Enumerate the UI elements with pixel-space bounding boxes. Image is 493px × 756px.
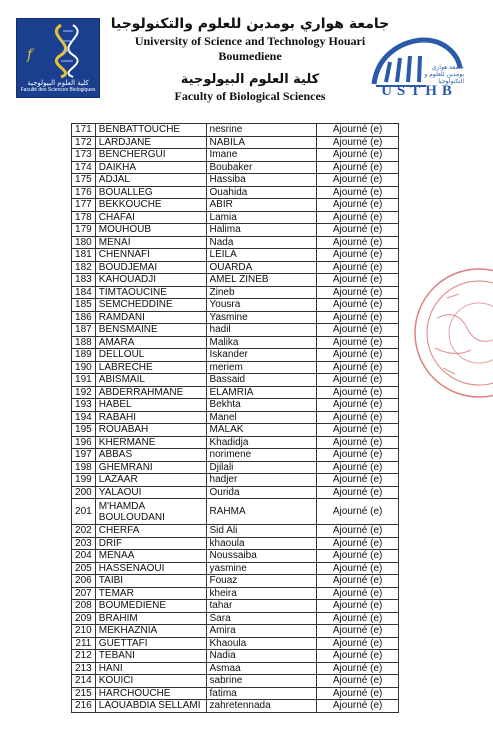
result-status: Ajourné (e) — [317, 324, 399, 337]
row-number: 215 — [72, 687, 96, 700]
result-status: Ajourné (e) — [317, 662, 399, 675]
row-number: 189 — [72, 349, 96, 362]
result-status: Ajourné (e) — [317, 687, 399, 700]
first-name: hadil — [206, 324, 317, 337]
last-name: KAHOUADJI — [95, 274, 206, 287]
row-number: 201 — [72, 499, 96, 525]
last-name: BOUALLEG — [95, 186, 206, 199]
row-number: 199 — [72, 474, 96, 487]
result-status: Ajourné (e) — [317, 149, 399, 162]
first-name: khaoula — [206, 537, 317, 550]
table-row — [72, 562, 399, 575]
first-name: Lamia — [206, 211, 317, 224]
row-number: 185 — [72, 299, 96, 312]
result-status: Ajourné (e) — [317, 274, 399, 287]
row-number: 209 — [72, 612, 96, 625]
result-status: Ajourné (e) — [317, 411, 399, 424]
result-status: Ajourné (e) — [317, 386, 399, 399]
row-number: 207 — [72, 587, 96, 600]
results-table-body — [72, 124, 399, 713]
first-name: sabrine — [206, 675, 317, 688]
result-status: Ajourné (e) — [317, 361, 399, 374]
table-row — [72, 274, 399, 287]
last-name: LAZAAR — [95, 474, 206, 487]
left-logo-arabic: كلية العلوم البيولوجية — [27, 79, 89, 87]
table-row — [72, 186, 399, 199]
last-name: LARDJANE — [95, 136, 206, 149]
result-status: Ajourné (e) — [317, 349, 399, 362]
last-name: TEBANI — [95, 650, 206, 663]
result-status: Ajourné (e) — [317, 199, 399, 212]
first-name: AMEL ZINEB — [206, 274, 317, 287]
table-row — [72, 612, 399, 625]
row-number: 195 — [72, 424, 96, 437]
last-name: ABDERRAHMANE — [95, 386, 206, 399]
first-name: hadjer — [206, 474, 317, 487]
result-status: Ajourné (e) — [317, 299, 399, 312]
last-name: AMARA — [95, 336, 206, 349]
university-name: University of Science and Technology Houari — [134, 34, 366, 48]
table-row — [72, 550, 399, 563]
first-name: Hassiba — [206, 174, 317, 187]
result-status: Ajourné (e) — [317, 575, 399, 588]
left-logo-french: Faculté des Sciences Biologiques — [20, 87, 96, 93]
last-name: GHEMRANI — [95, 461, 206, 474]
result-status: Ajourné (e) — [317, 336, 399, 349]
first-name: yasmine — [206, 562, 317, 575]
table-row — [72, 161, 399, 174]
arabic-faculty-name: كلية العلوم البيولوجية — [180, 72, 320, 87]
row-number: 214 — [72, 675, 96, 688]
table-row — [72, 449, 399, 462]
first-name: LEILA — [206, 249, 317, 262]
faculty-name: Faculty of Biological Sciences — [174, 89, 326, 103]
first-name: zahretennada — [206, 700, 317, 713]
table-row — [72, 650, 399, 663]
first-name: nesrine — [206, 124, 317, 137]
result-status: Ajourné (e) — [317, 700, 399, 713]
usthb-arabic-name: جامعة هواري بومدين للعلوم و التكنولوجيا — [424, 64, 464, 85]
row-number: 184 — [72, 286, 96, 299]
table-row — [72, 436, 399, 449]
last-name: BRAHIM — [95, 612, 206, 625]
usthb-logo-text: USTHB — [381, 83, 457, 99]
table-row — [72, 211, 399, 224]
result-status: Ajourné (e) — [317, 161, 399, 174]
table-row — [72, 486, 399, 499]
table-row — [72, 136, 399, 149]
first-name: Nadia — [206, 650, 317, 663]
first-name: Asmaa — [206, 662, 317, 675]
last-name: BEKKOUCHE — [95, 199, 206, 212]
first-name: Amira — [206, 625, 317, 638]
last-name: RABAHI — [95, 411, 206, 424]
first-name: Halima — [206, 224, 317, 237]
last-name: HABEL — [95, 399, 206, 412]
row-number: 180 — [72, 236, 96, 249]
last-name: TIMTAOUCINE — [95, 286, 206, 299]
first-name: kheira — [206, 587, 317, 600]
svg-text:f: f — [27, 47, 33, 63]
table-row — [72, 625, 399, 638]
table-row — [72, 687, 399, 700]
first-name: Djilali — [206, 461, 317, 474]
result-status: Ajourné (e) — [317, 186, 399, 199]
last-name: BENSMAINE — [95, 324, 206, 337]
result-status: Ajourné (e) — [317, 399, 399, 412]
first-name: Sid Ali — [206, 525, 317, 538]
last-name: CHAFAI — [95, 211, 206, 224]
last-name: MENAI — [95, 236, 206, 249]
result-status: Ajourné (e) — [317, 525, 399, 538]
result-status: Ajourné (e) — [317, 499, 399, 525]
row-number: 203 — [72, 537, 96, 550]
first-name: fatima — [206, 687, 317, 700]
table-row — [72, 587, 399, 600]
table-row — [72, 361, 399, 374]
result-status: Ajourné (e) — [317, 436, 399, 449]
last-name: HASSENAOUI — [95, 562, 206, 575]
dna-helix-icon — [17, 19, 99, 79]
result-status: Ajourné (e) — [317, 625, 399, 638]
first-name: Fouaz — [206, 575, 317, 588]
arabic-university-name: جامعة هواري بومدين للعلوم والتكنولوجيا — [110, 16, 390, 32]
result-status: Ajourné (e) — [317, 174, 399, 187]
first-name: Sara — [206, 612, 317, 625]
first-name: Khaoula — [206, 637, 317, 650]
table-row — [72, 386, 399, 399]
first-name: Ouahida — [206, 186, 317, 199]
row-number: 205 — [72, 562, 96, 575]
table-row — [72, 675, 399, 688]
result-status: Ajourné (e) — [317, 311, 399, 324]
result-status: Ajourné (e) — [317, 424, 399, 437]
last-name: GUETTAFI — [95, 637, 206, 650]
table-row — [72, 261, 399, 274]
row-number: 204 — [72, 550, 96, 563]
row-number: 208 — [72, 600, 96, 613]
last-name: ABISMAIL — [95, 374, 206, 387]
row-number: 186 — [72, 311, 96, 324]
table-row — [72, 299, 399, 312]
first-name: tahar — [206, 600, 317, 613]
table-row — [72, 600, 399, 613]
table-row — [72, 336, 399, 349]
table-row — [72, 499, 399, 525]
last-name: LAOUABDIA SELLAMI — [95, 700, 206, 713]
first-name: ABIR — [206, 199, 317, 212]
result-status: Ajourné (e) — [317, 637, 399, 650]
official-stamp — [407, 258, 493, 408]
last-name: TEMAR — [95, 587, 206, 600]
table-row — [72, 124, 399, 137]
last-name: KOUICI — [95, 675, 206, 688]
last-name: CHENNAFI — [95, 249, 206, 262]
result-status: Ajourné (e) — [317, 587, 399, 600]
result-status: Ajourné (e) — [317, 261, 399, 274]
table-row — [72, 424, 399, 437]
row-number: 198 — [72, 461, 96, 474]
university-name-line2: Boumediene — [218, 49, 282, 63]
table-row — [72, 399, 399, 412]
row-number: 206 — [72, 575, 96, 588]
last-name: M'HAMDA BOULOUDANI — [95, 499, 206, 525]
result-status: Ajourné (e) — [317, 537, 399, 550]
row-number: 200 — [72, 486, 96, 499]
last-name: HARCHOUCHE — [95, 687, 206, 700]
table-row — [72, 374, 399, 387]
result-status: Ajourné (e) — [317, 600, 399, 613]
first-name: meriem — [206, 361, 317, 374]
table-row — [72, 575, 399, 588]
last-name: BENCHERGUI — [95, 149, 206, 162]
last-name: SEMCHEDDINE — [95, 299, 206, 312]
table-row — [72, 249, 399, 262]
result-status: Ajourné (e) — [317, 650, 399, 663]
table-row — [72, 286, 399, 299]
table-row — [72, 349, 399, 362]
first-name: norimene — [206, 449, 317, 462]
row-number: 213 — [72, 662, 96, 675]
result-status: Ajourné (e) — [317, 136, 399, 149]
result-status: Ajourné (e) — [317, 449, 399, 462]
last-name: YALAOUI — [95, 486, 206, 499]
result-status: Ajourné (e) — [317, 224, 399, 237]
first-name: NABILA — [206, 136, 317, 149]
table-row — [72, 224, 399, 237]
row-number: 190 — [72, 361, 96, 374]
last-name: DELLOUL — [95, 349, 206, 362]
result-status: Ajourné (e) — [317, 550, 399, 563]
first-name: ELAMRIA — [206, 386, 317, 399]
row-number: 174 — [72, 161, 96, 174]
row-number: 187 — [72, 324, 96, 337]
last-name: TAIBI — [95, 575, 206, 588]
last-name: ADJAL — [95, 174, 206, 187]
row-number: 172 — [72, 136, 96, 149]
first-name: Bassaid — [206, 374, 317, 387]
row-number: 212 — [72, 650, 96, 663]
row-number: 175 — [72, 174, 96, 187]
last-name: CHERFA — [95, 525, 206, 538]
first-name: Nada — [206, 236, 317, 249]
table-row — [72, 149, 399, 162]
row-number: 177 — [72, 199, 96, 212]
result-status: Ajourné (e) — [317, 236, 399, 249]
row-number: 216 — [72, 700, 96, 713]
row-number: 171 — [72, 124, 96, 137]
first-name: Noussaiba — [206, 550, 317, 563]
last-name: LABRECHE — [95, 361, 206, 374]
first-name: Imane — [206, 149, 317, 162]
result-status: Ajourné (e) — [317, 461, 399, 474]
row-number: 202 — [72, 525, 96, 538]
first-name: OUARDA — [206, 261, 317, 274]
row-number: 197 — [72, 449, 96, 462]
results-table — [71, 123, 399, 713]
faculty-logo — [16, 18, 100, 98]
last-name: ROUABAH — [95, 424, 206, 437]
last-name: BOUDJEMAI — [95, 261, 206, 274]
result-status: Ajourné (e) — [317, 612, 399, 625]
last-name: DAIKHA — [95, 161, 206, 174]
first-name: RAHMA — [206, 499, 317, 525]
first-name: Iskander — [206, 349, 317, 362]
result-status: Ajourné (e) — [317, 286, 399, 299]
row-number: 210 — [72, 625, 96, 638]
result-status: Ajourné (e) — [317, 474, 399, 487]
table-row — [72, 700, 399, 713]
row-number: 192 — [72, 386, 96, 399]
table-row — [72, 637, 399, 650]
first-name: MALAK — [206, 424, 317, 437]
last-name: MENAA — [95, 550, 206, 563]
table-row — [72, 525, 399, 538]
row-number: 196 — [72, 436, 96, 449]
result-status: Ajourné (e) — [317, 211, 399, 224]
last-name: MOUHOUB — [95, 224, 206, 237]
last-name: BENBATTOUCHE — [95, 124, 206, 137]
row-number: 211 — [72, 637, 96, 650]
table-row — [72, 324, 399, 337]
row-number: 193 — [72, 399, 96, 412]
row-number: 188 — [72, 336, 96, 349]
first-name: Yousra — [206, 299, 317, 312]
last-name: HANI — [95, 662, 206, 675]
result-status: Ajourné (e) — [317, 374, 399, 387]
row-number: 182 — [72, 261, 96, 274]
result-status: Ajourné (e) — [317, 249, 399, 262]
last-name: DRIF — [95, 537, 206, 550]
result-status: Ajourné (e) — [317, 675, 399, 688]
result-status: Ajourné (e) — [317, 562, 399, 575]
row-number: 176 — [72, 186, 96, 199]
first-name: Manel — [206, 411, 317, 424]
row-number: 173 — [72, 149, 96, 162]
result-status: Ajourné (e) — [317, 486, 399, 499]
row-number: 181 — [72, 249, 96, 262]
first-name: Yasmine — [206, 311, 317, 324]
last-name: BOUMEDIENE — [95, 600, 206, 613]
last-name: ABBAS — [95, 449, 206, 462]
first-name: Zineb — [206, 286, 317, 299]
table-row — [72, 311, 399, 324]
table-row — [72, 537, 399, 550]
table-row — [72, 174, 399, 187]
table-row — [72, 662, 399, 675]
table-row — [72, 474, 399, 487]
last-name: KHERMANE — [95, 436, 206, 449]
document-header — [0, 0, 493, 110]
last-name: RAMDANI — [95, 311, 206, 324]
first-name: Bekhta — [206, 399, 317, 412]
row-number: 183 — [72, 274, 96, 287]
table-row — [72, 236, 399, 249]
row-number: 179 — [72, 224, 96, 237]
result-status: Ajourné (e) — [317, 124, 399, 137]
row-number: 178 — [72, 211, 96, 224]
table-row — [72, 411, 399, 424]
last-name: MEKHAZNIA — [95, 625, 206, 638]
first-name: Boubaker — [206, 161, 317, 174]
table-row — [72, 461, 399, 474]
first-name: Ourida — [206, 486, 317, 499]
row-number: 194 — [72, 411, 96, 424]
first-name: Malika — [206, 336, 317, 349]
row-number: 191 — [72, 374, 96, 387]
table-row — [72, 199, 399, 212]
first-name: Khadidja — [206, 436, 317, 449]
